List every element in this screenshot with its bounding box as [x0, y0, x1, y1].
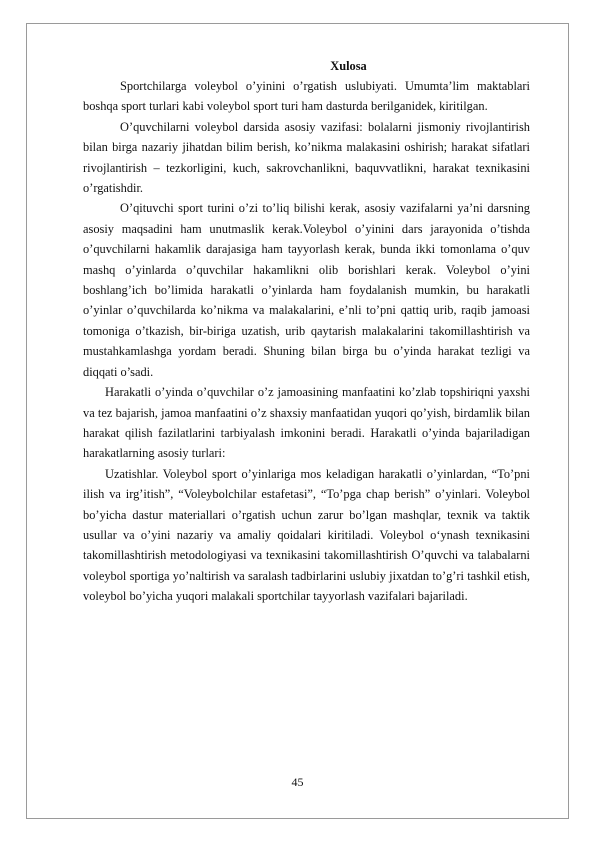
document-body [83, 56, 530, 607]
paragraph-2: O’quvchilarni voleybol darsida asosiy vazifasi: bolalarni jismoniy rivojlantirish bilan birga nazariy jihatdan bilim berish, ko’nikma malakasini oshirish; harakat sifatlari rivojlantirish – tezkorligini, kuch, sakrovchanlikni, baquvvatlikni, harakat texnikasini o’rgatishdir. [83, 119, 530, 196]
page-number: 45 [291, 775, 304, 789]
paragraph-4: Harakatli o’yinda o’quvchilar o’z jamoasining manfaatini ko’zlab topshiriqni yaxshi va tez bajarish, jamoa manfaatini o’z shaxsiy manfaatidan yuqori qo’yish, birdamlik bilan harakat qilish fazilatlarini tarbiyalash imkonini beradi. Harakatli o’yinda bajariladigan harakatlarning asosiy turlari: [83, 385, 530, 461]
paragraph-5: Uzatishlar. Voleybol sport o’yinlariga mos keladigan harakatli o’yinlardan, “To’pni ilish va irg’itish”, “Voleybolchilar estafetasi”, “To’pga chap berish” o’yinlari. Voleybol bo’yicha dastur materiallari o’rgatish uchun zarur bo’lgan mashqlar, texnik va taktik usullar va o’yini nazariy va amaliy qoidalari kiritiladi. Voleybol o‘ynash texnikasini takomillashtirish metodologiyasi va texnikasini takomillashtirish O’quvchi va talabalarni voleybol sportiga yo’naltirish va saralash tadbirlarini uslubiy jixatdan to’g’ri tashkil etish, voleybol bo’yicha yuqori malakali sportchilar tayyorlash vazifalari bajariladi. [83, 466, 530, 604]
page-title: Xulosa [330, 59, 367, 73]
paragraph-1: Sportchilarga voleybol o’yinini o’rgatish uslubiyati. Umumta’lim maktablari boshqa sport turlari kabi voleybol sport turi ham dasturda berilganidek, kiritilgan. [83, 79, 530, 114]
paragraph-3: O’qituvchi sport turini o’zi to’liq bilishi kerak, asosiy vazifalarni ya’ni darsning asosiy maqsadini ham unutmaslik kerak.Voleybol o’yinini dars jarayonida o’tishda o’quvchilarni hakamlik darajasiga ham tayyorlash kerak, bunda ikki tomonlama o’quv mashq o’yinlarda o’quvchilar hakamlikni olib borishlari kerak. Voleybol o’yini boshlang’ich bo’limida harakatli o’yinlarda ham foydalanish mumkin, bu harakatli o’yinlar o’quvchilarda ko’nikma va malakalarini, e’nli to’pni qattiq urib, raqib jamoasi tomoniga o’tkazish, bir-biriga uzatish, urib qaytarish malakalarini takomillashtirish va mustahkamlashga yordam beradi. Shuning bilan birga bu o’yinda harakat tezligi va diqqati o’sadi. [83, 201, 530, 379]
